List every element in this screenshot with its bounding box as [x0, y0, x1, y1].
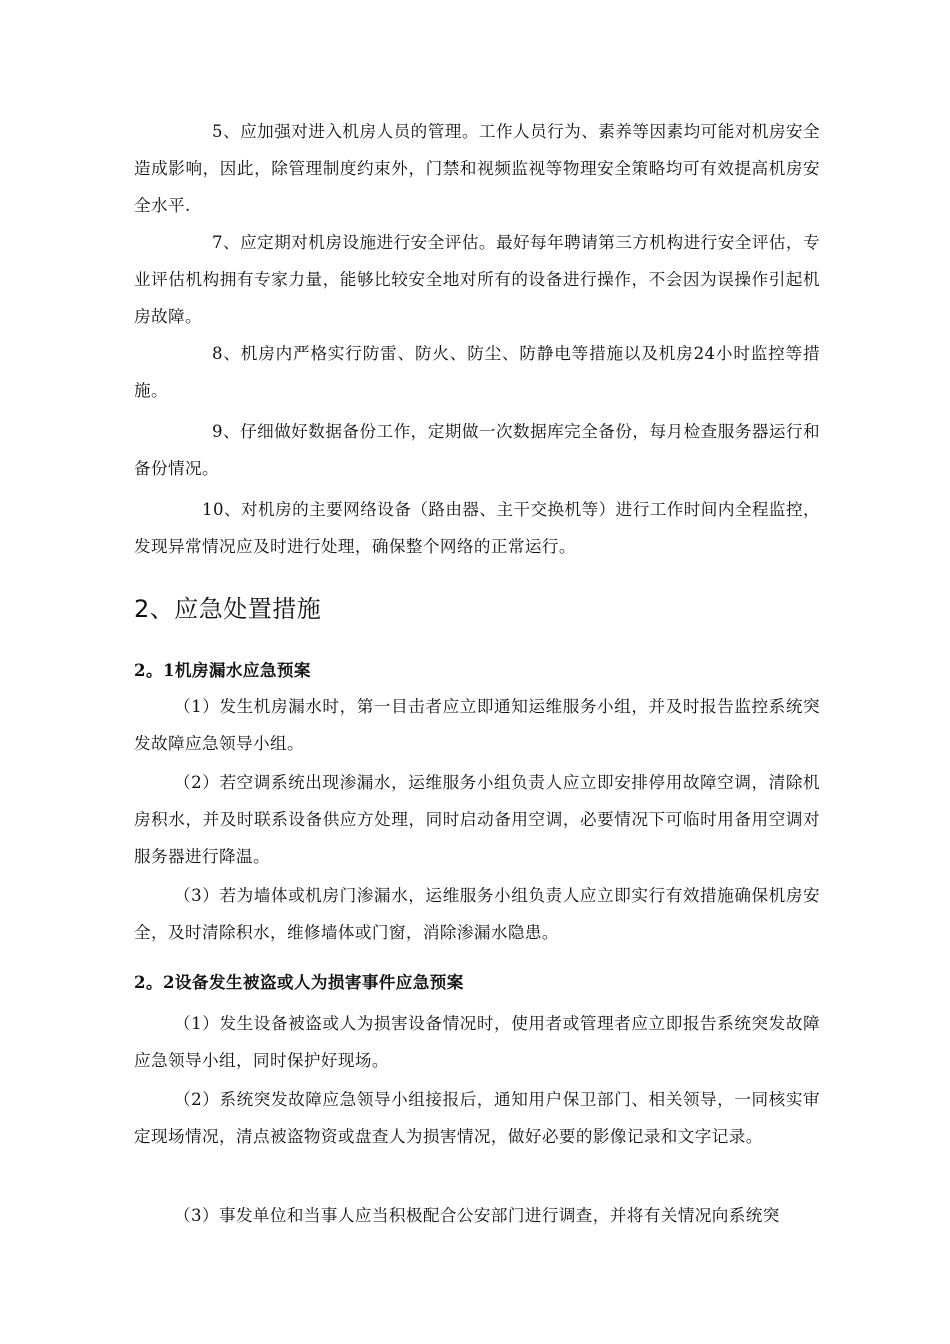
paragraph-item-5: 5、应加强对进入机房人员的管理。工作人员行为、素养等因素均可能对机房安全造成影响，因此，除管理制度约束外，门禁和视频监视等物理安全策略均可有效提高机房安全水平. [134, 122, 820, 215]
leak-paragraph-3: （3）若为墙体或机房门渗漏水，运维服务小组负责人应立即实行有效措施确保机房安全，及时清除积水，维修墙体或门窗，消除渗漏水隐患。 [134, 886, 820, 942]
leak-paragraph-2: （2）若空调系统出现渗漏水，运维服务小组负责人应立即安排停用故障空调，清除机房积水，并及时联系设备供应方处理，同时启动备用空调，必要情况下可临时用备用空调对服务器进行降温。 [134, 773, 820, 866]
section-heading: 2、应急处置措施 [134, 595, 322, 623]
subsection-title-leak: 2。1机房漏水应急预案 [134, 660, 311, 680]
theft-paragraph-2: （2）系统突发故障应急领导小组接报后，通知用户保卫部门、相关领导，一同核实审定现场情况，清点被盗物资或盘查人为损害情况，做好必要的影像记录和文字记录。 [134, 1090, 820, 1146]
leak-paragraph-1: （1）发生机房漏水时，第一目击者应立即通知运维服务小组，并及时报告监控系统突发故障应急领导小组。 [134, 697, 820, 753]
paragraph-item-10: 10、对机房的主要网络设备（路由器、主干交换机等）进行工作时间内全程监控，发现异常情况应及时进行处理，确保整个网络的正常运行。 [134, 500, 820, 556]
theft-paragraph-1: （1）发生设备被盗或人为损害设备情况时，使用者或管理者应立即报告系统突发故障应急领导小组，同时保护好现场。 [134, 1014, 820, 1070]
theft-paragraph-3: （3）事发单位和当事人应当积极配合公安部门进行调查，并将有关情况向系统突 [174, 1206, 780, 1225]
paragraph-item-7: 7、应定期对机房设施进行安全评估。最好每年聘请第三方机构进行安全评估，专业评估机构拥有专家力量，能够比较安全地对所有的设备进行操作，不会因为误操作引起机房故障。 [134, 233, 820, 326]
paragraph-item-8: 8、机房内严格实行防雷、防火、防尘、防静电等措施以及机房24小时监控等措施。 [134, 344, 820, 400]
subsection-title-theft: 2。2设备发生被盗或人为损害事件应急预案 [134, 972, 464, 992]
paragraph-item-9: 9、仔细做好数据备份工作，定期做一次数据库完全备份，每月检查服务器运行和备份情况。 [134, 422, 820, 478]
